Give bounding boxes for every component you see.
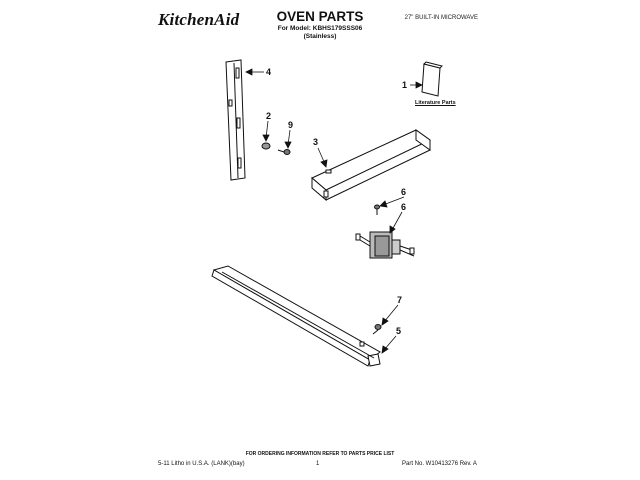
part-6-transformer: [356, 232, 414, 258]
callout-9: 9: [288, 120, 294, 130]
part-3-bracket: [312, 130, 430, 200]
part-8-screw: [375, 205, 380, 215]
brand-logo: KitchenAid: [158, 10, 240, 29]
page-title: OVEN PARTS: [276, 9, 364, 24]
callout-8: 6: [401, 187, 407, 197]
callout-1: 1: [402, 80, 408, 90]
page-number: 1: [316, 461, 320, 467]
part-7-screw: [373, 325, 381, 335]
callout-6: 6: [401, 202, 407, 212]
callout-5: 5: [396, 326, 402, 336]
literature-parts-label: Literature Parts: [415, 100, 456, 106]
part-1-literature: [422, 62, 442, 96]
product-type: 27" BUILT-IN MICROWAVE: [404, 15, 478, 21]
model-variant: (Stainless): [303, 33, 337, 40]
model-number: For Model: KBHS179SSS06: [277, 25, 363, 32]
ordering-note: FOR ORDERING INFORMATION REFER TO PARTS PRICE LIST: [245, 451, 395, 457]
callout-7: 7: [397, 295, 403, 305]
callout-4: 4: [266, 67, 272, 77]
print-info: 5-11 Litho in U.S.A. (LANK)(bay): [158, 461, 245, 467]
part-2-washer: [262, 143, 270, 149]
part-4-bracket: [226, 60, 245, 180]
part-5-rail: [212, 266, 380, 366]
part-9-screw: [278, 150, 290, 155]
callout-3: 3: [313, 137, 319, 147]
callout-2: 2: [266, 111, 272, 121]
part-number: Part No. W10413276 Rev. A: [402, 461, 477, 467]
